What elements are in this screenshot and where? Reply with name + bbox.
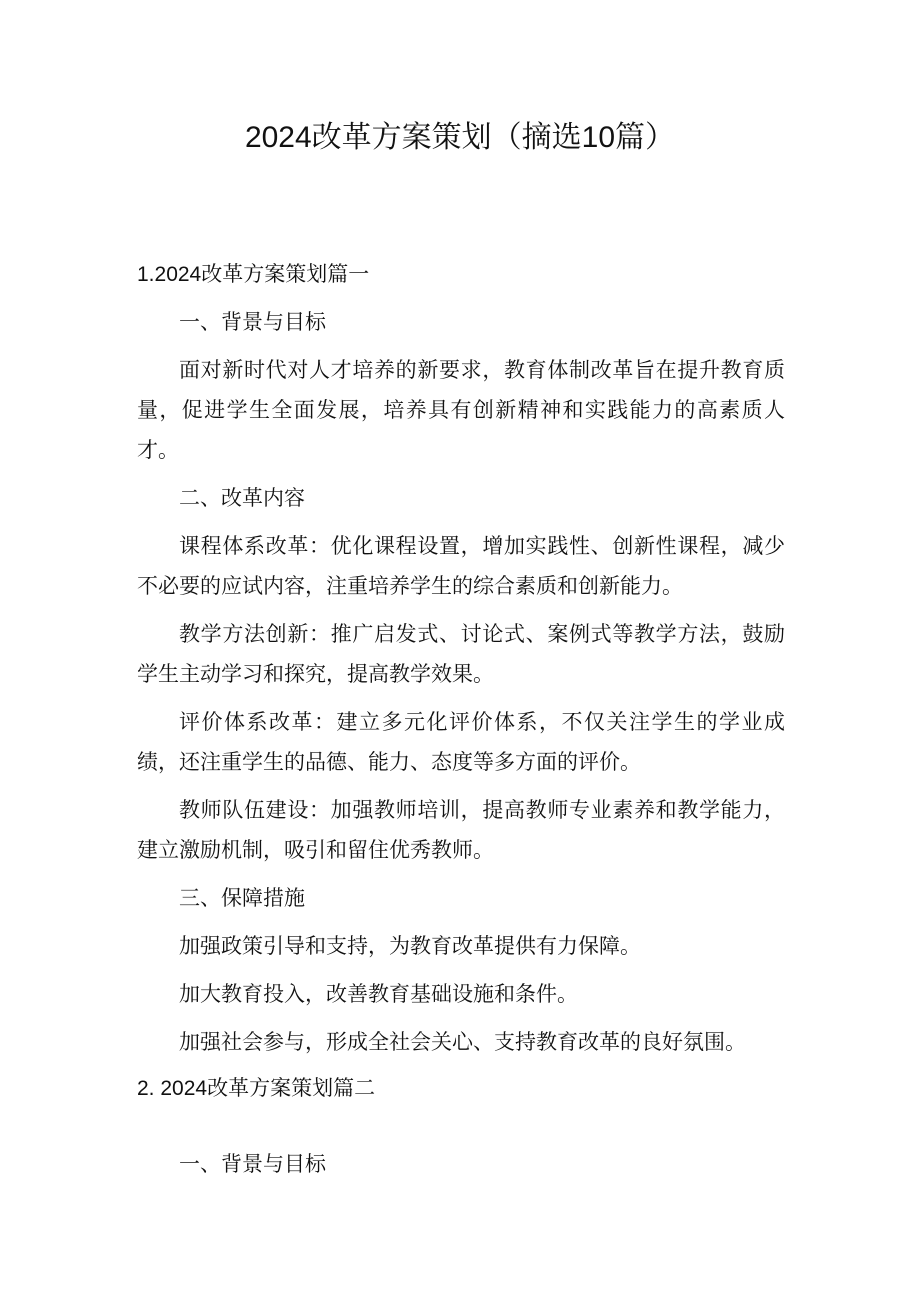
paragraph-investment: 加大教育投入，改善教育基础设施和条件。	[179, 982, 578, 1006]
paragraph-teacher-development: 教师队伍建设：加强教师培训，提高教师专业素养和教学能力，建立激励机制，吸引和留住优秀教师。	[137, 798, 785, 862]
subheading-reform-content: 二、改革内容	[179, 486, 305, 510]
paragraph-social-participation: 加强社会参与，形成全社会关心、支持教育改革的良好氛围。	[179, 1030, 746, 1054]
paragraph-teaching-methods: 教学方法创新：推广启发式、讨论式、案例式等教学方法，鼓励学生主动学习和探究，提高教学效果。	[137, 622, 785, 686]
paragraph-policy-support: 加强政策引导和支持，为教育改革提供有力保障。	[179, 934, 641, 958]
section-heading-2: 2. 2024改革方案策划篇二	[137, 1077, 376, 1100]
paragraph-background-text: 面对新时代对人才培养的新要求，教育体制改革旨在提升教育质量，促进学生全面发展，培养具有创新精神和实践能力的高素质人才。	[137, 358, 785, 462]
subheading-safeguard-measures: 三、保障措施	[179, 886, 305, 910]
section-heading-1: 1.2024改革方案策划篇一	[137, 263, 370, 286]
page-title: 2024改革方案策划（摘选10篇）	[244, 121, 676, 154]
subheading-background-goals-2: 一、背景与目标	[179, 1152, 326, 1176]
subheading-background-goals: 一、背景与目标	[179, 310, 326, 334]
document-body	[137, 256, 785, 1192]
paragraph-curriculum-reform: 课程体系改革：优化课程设置，增加实践性、创新性课程，减少不必要的应试内容，注重培养学生的综合素质和创新能力。	[137, 534, 785, 598]
paragraph-evaluation-reform: 评价体系改革：建立多元化评价体系，不仅关注学生的学业成绩，还注重学生的品德、能力、态度等多方面的评价。	[137, 710, 785, 774]
